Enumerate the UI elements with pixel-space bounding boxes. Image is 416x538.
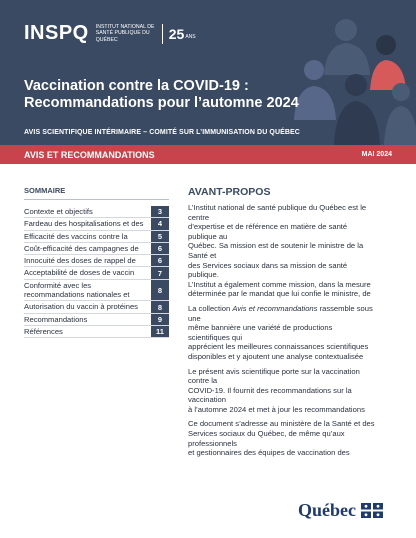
- paragraph-line: à l’automne 2024 et met à jour les recommandations: [188, 404, 365, 414]
- toc-item-page: 5: [151, 231, 169, 242]
- paragraph-line: professionnels: [188, 438, 237, 448]
- paragraph-line: et gestionnaires des équipes de vaccination des: [188, 448, 350, 458]
- foreword-paragraph-1: [188, 203, 398, 299]
- toc-item-page: 9: [151, 314, 169, 325]
- category-label: AVIS ET RECOMMANDATIONS: [24, 150, 155, 160]
- toc-item[interactable]: [24, 301, 169, 313]
- paragraph-line: apprécient les meilleures connaissances scientifiques: [188, 342, 369, 352]
- toc-item[interactable]: [24, 280, 169, 302]
- toc-item-page: 11: [151, 326, 169, 337]
- toc-item-label: Fardeau des hospitalisations et des: [24, 219, 144, 229]
- anniversary-unit: ANS: [185, 33, 196, 40]
- toc-title: SOMMAIRE: [24, 186, 169, 200]
- toc-item[interactable]: [24, 255, 169, 267]
- toc-item-label: Acceptabilité de doses de vaccin: [24, 268, 135, 278]
- toc-item-label: Conformité avec les recommandations nationales et: [24, 280, 130, 300]
- category-band: [0, 145, 416, 164]
- collection-name: Avis et recommandations: [232, 303, 318, 313]
- paragraph-line: Le présent avis scientifique porte sur la vaccination: [188, 366, 360, 376]
- toc-item-page: 4: [151, 218, 169, 229]
- paragraph-line: une: [188, 313, 201, 323]
- toc-item-label: Références: [24, 326, 63, 336]
- quebec-fleurdelise-flag: [361, 503, 383, 518]
- institution-name: INSTITUT NATIONAL DE SANTÉ PUBLIQUE DU QUÉBEC: [95, 24, 155, 43]
- toc-item-page: 8: [151, 280, 169, 301]
- toc-item[interactable]: [24, 231, 169, 243]
- paragraph-line: publique au: [188, 231, 228, 241]
- inspq-logo-wordmark: INSPQ: [24, 22, 89, 44]
- title-line-2: Recommandations pour l’automne 2024: [24, 95, 299, 111]
- paragraph-2-line-1: [188, 304, 398, 314]
- foreword-paragraph-2: [188, 304, 398, 362]
- paragraph-line: d’expertise et de référence en matière de santé: [188, 222, 348, 232]
- foreword-paragraph-3: [188, 367, 398, 415]
- table-of-contents: [24, 186, 169, 338]
- foreword-paragraph-4: [188, 419, 398, 457]
- toc-item-page: 8: [151, 301, 169, 312]
- paragraph-2-suffix: rassemble sous: [317, 303, 373, 313]
- paragraph-line: COVID-19. Il fournit des recommandations sur la: [188, 385, 352, 395]
- toc-item-page: 6: [151, 255, 169, 266]
- quebec-logo: [298, 500, 383, 521]
- paragraph-line: vaccination: [188, 395, 226, 405]
- paragraph-line: L’Institut national de santé publique du Québec est le: [188, 203, 367, 212]
- foreword-title: AVANT-PROPOS: [188, 186, 271, 198]
- paragraph-line: Québec. Sa mission est de soutenir le ministre de la: [188, 241, 364, 251]
- paragraph-line: contre la: [188, 376, 218, 386]
- toc-list: [24, 206, 169, 338]
- toc-item-page: 7: [151, 267, 169, 278]
- foreword-section: [188, 186, 398, 463]
- paragraph-line: déterminée par le mandat que lui confie le ministre, de: [188, 289, 371, 299]
- toc-item[interactable]: [24, 206, 169, 218]
- paragraph-line: Ce document s’adresse au ministère de la Santé et des: [188, 419, 375, 429]
- toc-item-page: 6: [151, 243, 169, 254]
- quebec-wordmark: Québec: [298, 500, 356, 520]
- toc-item-label: Innocuité des doses de rappel de: [24, 256, 136, 266]
- people-illustration: [286, 0, 416, 145]
- paragraph-line: centre: [188, 212, 210, 222]
- toc-item-label: Coût-efficacité des campagnes de: [24, 243, 139, 253]
- toc-item[interactable]: [24, 267, 169, 279]
- anniversary-number: 25: [168, 25, 185, 42]
- inspq-logo: [24, 22, 196, 45]
- paragraph-2-prefix: La collection: [188, 303, 233, 313]
- toc-item-label: Autorisation du vaccin à protéines: [24, 302, 138, 312]
- document-title: [24, 78, 324, 112]
- logo-separator: [162, 24, 163, 44]
- paragraph-line: même bannière une variété de productions: [188, 323, 333, 333]
- paragraph-line: des Services sociaux dans sa mission de santé: [188, 260, 348, 270]
- toc-item[interactable]: [24, 314, 169, 326]
- toc-item-label: Recommandations: [24, 314, 88, 324]
- toc-item-label: Contexte et objectifs: [24, 207, 93, 216]
- toc-item-page: 3: [151, 206, 169, 217]
- paragraph-line: Services sociaux du Québec, de même qu’aux: [188, 429, 345, 439]
- title-line-1: Vaccination contre la COVID-19 :: [24, 78, 249, 94]
- paragraph-2-rest: [188, 314, 398, 362]
- toc-item[interactable]: [24, 326, 169, 338]
- paragraph-line: scientifiques qui: [188, 332, 243, 342]
- paragraph-line: disponibles et y ajoutent une analyse contextualisée: [188, 351, 364, 361]
- toc-item-label: Efficacité des vaccins contre la: [24, 231, 128, 241]
- toc-item[interactable]: [24, 218, 169, 230]
- toc-item[interactable]: [24, 243, 169, 255]
- paragraph-line: Santé et: [188, 250, 217, 260]
- document-subtitle: AVIS SCIENTIFIQUE INTÉRIMAIRE – COMITÉ SUR L’IMMUNISATION DU QUÉBEC: [24, 129, 300, 136]
- paragraph-line: publique.: [188, 270, 219, 280]
- paragraph-line: L’Institut a également comme mission, dans la mesure: [188, 279, 371, 289]
- publication-date: MAI 2024: [361, 151, 392, 158]
- cover-header: [0, 0, 416, 145]
